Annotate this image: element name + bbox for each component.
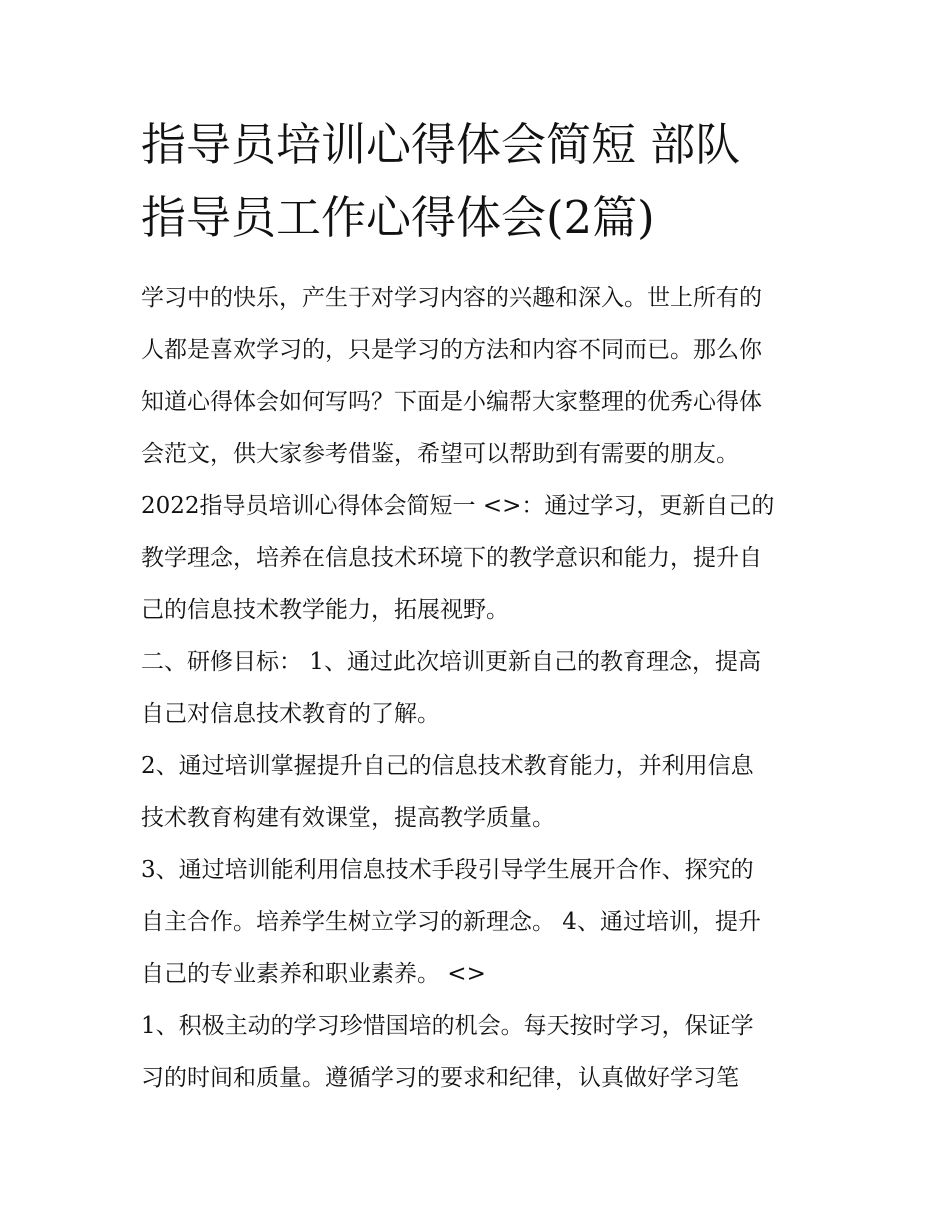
text-line: 习的时间和质量。遵循学习的要求和纪律，认真做好学习笔 [141,1065,739,1091]
section-one-paragraph [141,480,813,636]
text-line: 1、积极主动的学习珍惜国培的机会。每天按时学习，保证学 [141,1013,754,1039]
text-line: 2022指导员培训心得体会简短一 <>：通过学习，更新自己的 [141,493,775,519]
text-line: 3、通过培训能利用信息技术手段引导学生展开合作、探究的 [141,857,754,883]
goals-paragraph [141,636,813,740]
text-line: 教学理念，培养在信息技术环境下的教学意识和能力，提升自 [141,545,762,571]
text-line: 自主合作。培养学生树立学习的新理念。 4、通过培训，提升 [141,909,761,935]
goal-three-paragraph [141,844,813,1000]
text-line: 自己对信息技术教育的了解。 [141,701,440,727]
text-line: 技术教育构建有效课堂，提高教学质量。 [141,805,555,831]
document-body [141,272,813,1104]
title-line-2: 指导员工作心得体会(2篇) [141,191,655,244]
document-page [141,108,813,1104]
text-line: 2、通过培训掌握提升自己的信息技术教育能力，并利用信息 [141,753,754,779]
text-line: 知道心得体会如何写吗？下面是小编帮大家整理的优秀心得体 [141,389,762,415]
text-line: 会范文，供大家参考借鉴，希望可以帮助到有需要的朋友。 [141,441,739,467]
measure-one-paragraph [141,1000,813,1104]
intro-paragraph [141,272,813,480]
title-line-1: 指导员培训心得体会简短 部队 [141,118,741,171]
goal-two-paragraph [141,740,813,844]
text-line: 二、研修目标： 1、通过此次培训更新自己的教育理念，提高 [141,649,761,675]
text-line: 自己的专业素养和职业素养。 <> [141,961,486,987]
text-line: 学习中的快乐，产生于对学习内容的兴趣和深入。世上所有的 [141,285,762,311]
text-line: 己的信息技术教学能力，拓展视野。 [141,597,509,623]
document-title [141,108,813,254]
text-line: 人都是喜欢学习的，只是学习的方法和内容不同而已。那么你 [141,337,762,363]
